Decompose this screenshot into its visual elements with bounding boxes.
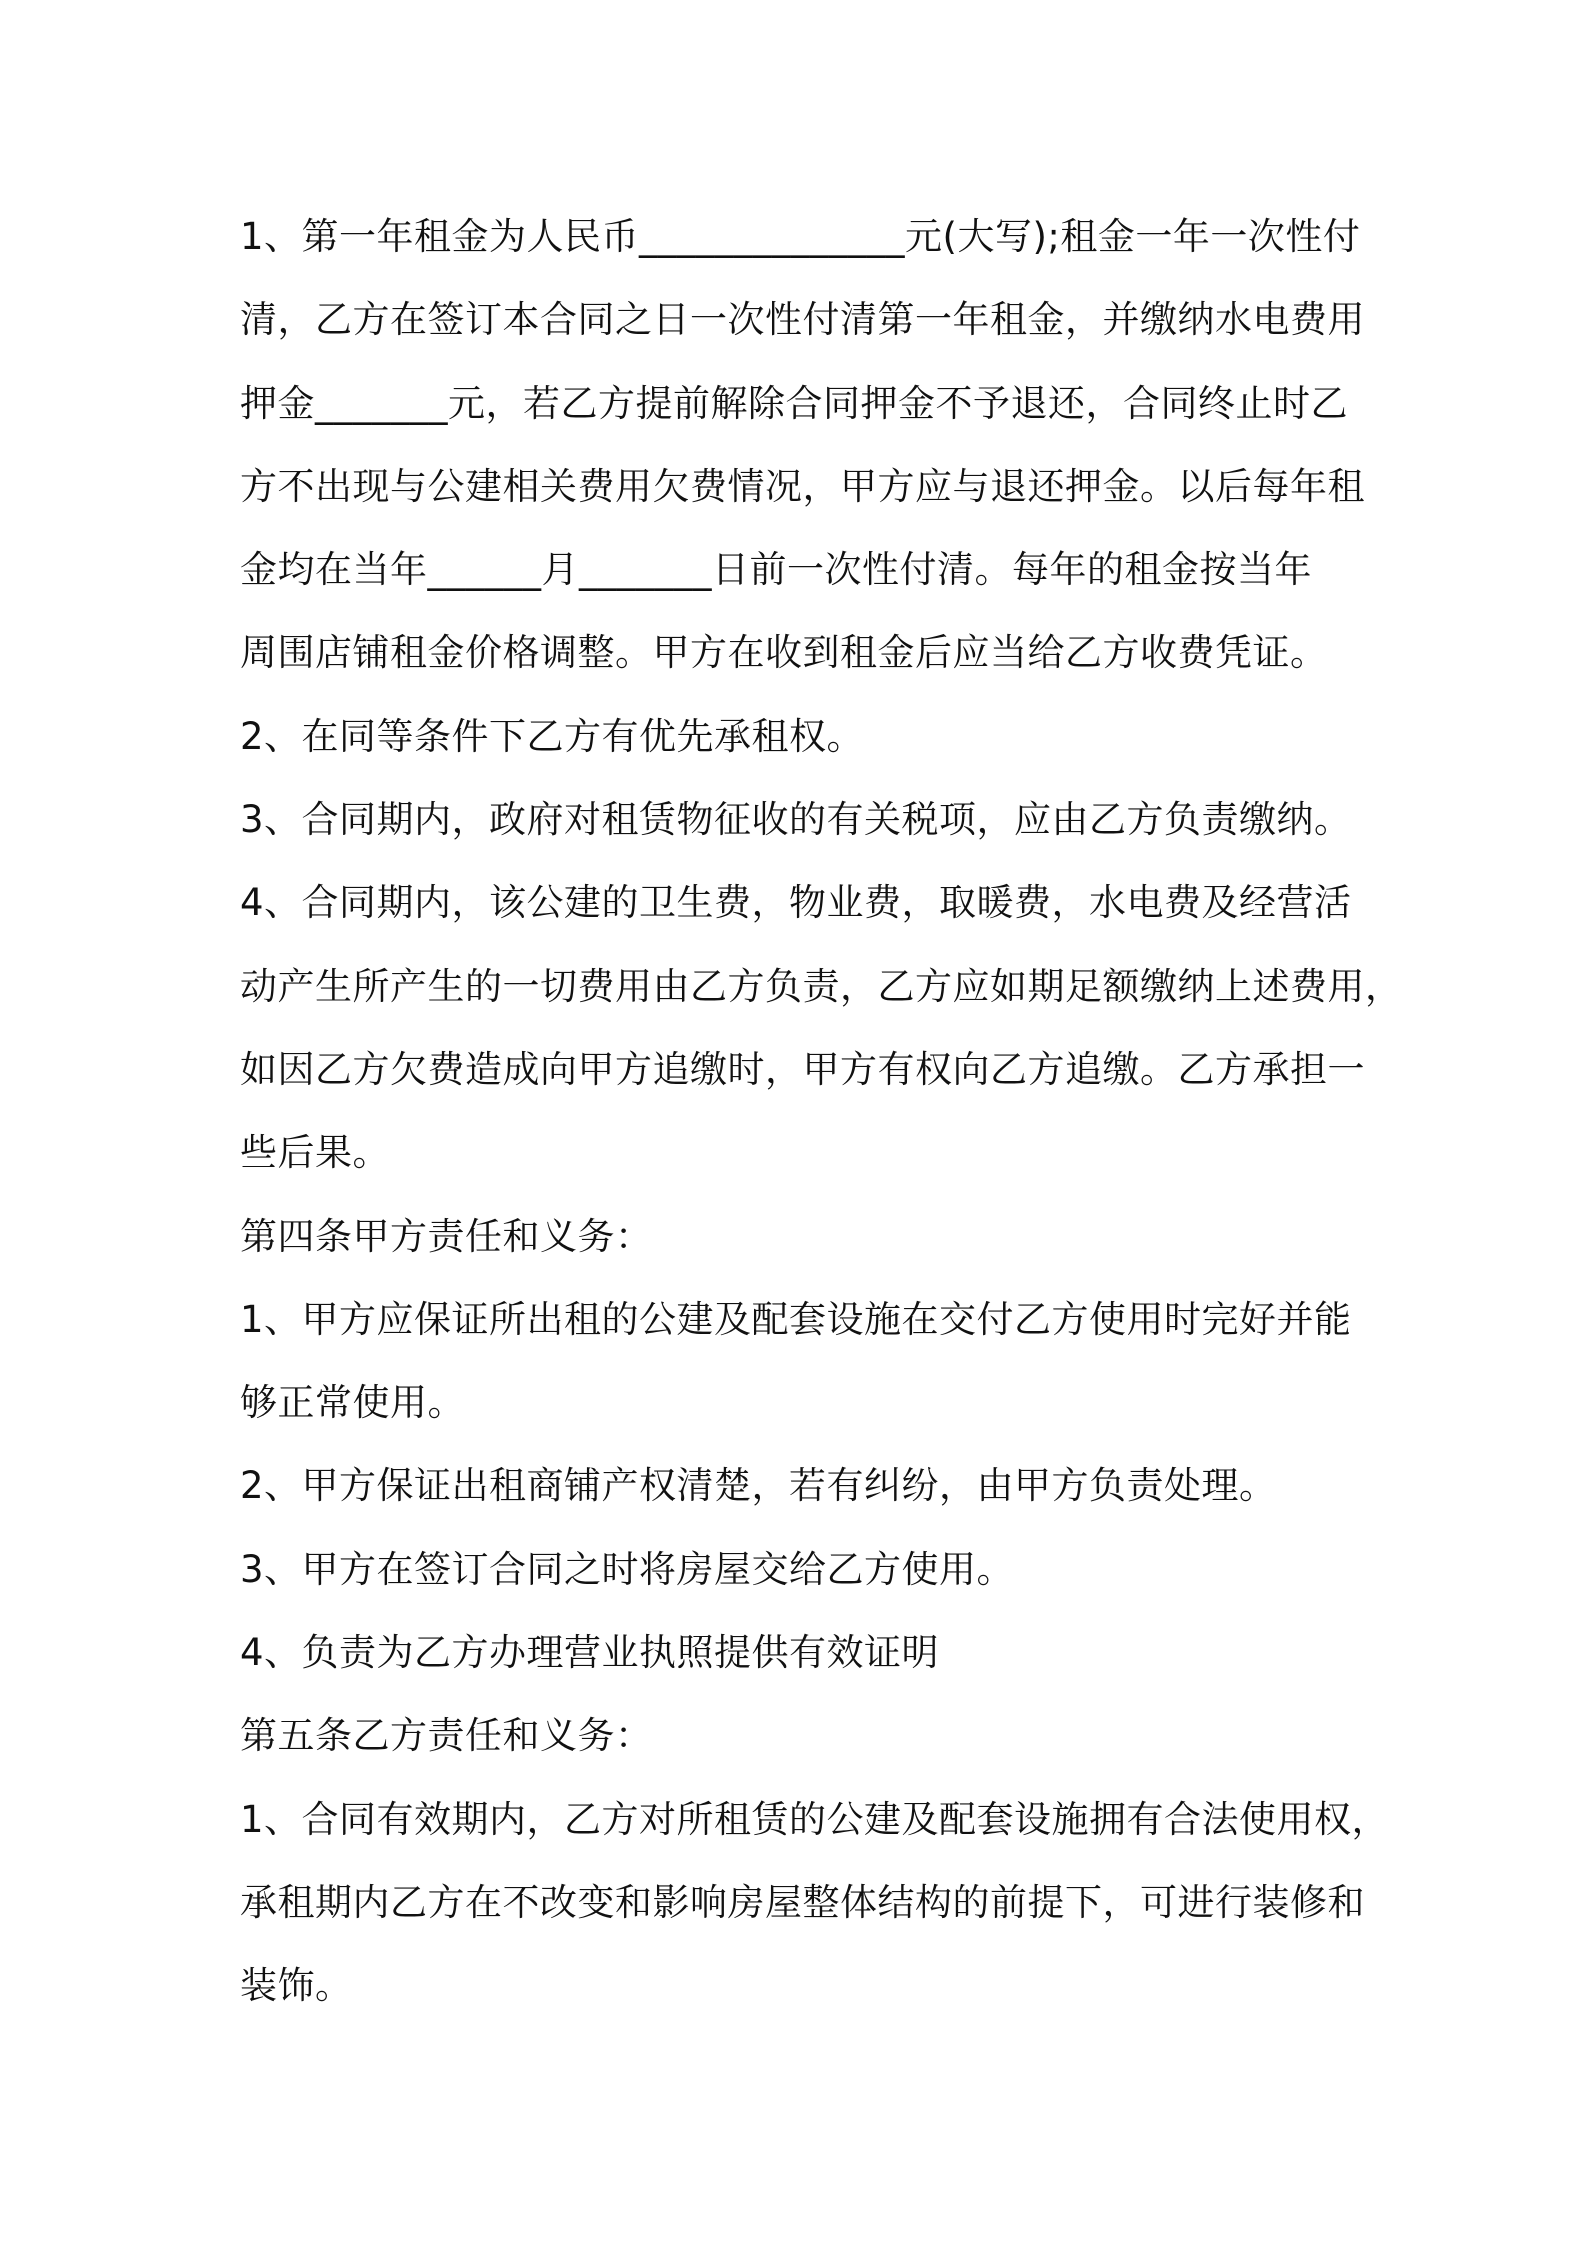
text-line: 3、甲方在签订合同之时将房屋交给乙方使用。 [240, 1547, 1015, 1591]
text-line: 承租期内乙方在不改变和影响房屋整体结构的前提下，可进行装修和 [240, 1880, 1365, 1924]
section-heading: 第四条甲方责任和义务： [240, 1214, 653, 1258]
text-line: 方不出现与公建相关费用欠费情况，甲方应与退还押金。以后每年租 [240, 464, 1365, 508]
text-line: 1、甲方应保证所出租的公建及配套设施在交付乙方使用时完好并能 [240, 1297, 1352, 1341]
text-line: 周围店铺租金价格调整。甲方在收到租金后应当给乙方收费凭证。 [240, 631, 1328, 675]
text-line: 动产生所产生的一切费用由乙方负责，乙方应如期足额缴纳上述费用， [240, 964, 1403, 1008]
section-heading: 第五条乙方责任和义务： [240, 1714, 653, 1758]
text-line: 些后果。 [240, 1131, 390, 1175]
text-line: 如因乙方欠费造成向甲方追缴时，甲方有权向乙方追缴。乙方承担一 [240, 1047, 1365, 1091]
text-line: 金均在当年______月_______日前一次性付清。每年的租金按当年 [240, 548, 1312, 592]
text-line: 押金_______元，若乙方提前解除合同押金不予退还，合同终止时乙 [240, 381, 1348, 425]
document-body [240, 195, 1403, 2028]
text-line: 装饰。 [240, 1964, 353, 2008]
text-line: 2、甲方保证出租商铺产权清楚，若有纠纷，由甲方负责处理。 [240, 1464, 1277, 1508]
text-line: 1、合同有效期内，乙方对所租赁的公建及配套设施拥有合法使用权， [240, 1797, 1390, 1841]
text-line: 3、合同期内，政府对租赁物征收的有关税项，应由乙方负责缴纳。 [240, 798, 1352, 842]
text-line: 4、负责为乙方办理营业执照提供有效证明 [240, 1631, 940, 1675]
text-line: 2、在同等条件下乙方有优先承租权。 [240, 714, 865, 758]
text-line: 4、合同期内，该公建的卫生费，物业费，取暖费，水电费及经营活 [240, 881, 1352, 925]
text-line: 1、第一年租金为人民币______________元(大写);租金一年一次性付 [240, 215, 1361, 258]
text-line: 够正常使用。 [240, 1381, 465, 1425]
text-line: 清，乙方在签订本合同之日一次性付清第一年租金，并缴纳水电费用 [240, 298, 1365, 342]
